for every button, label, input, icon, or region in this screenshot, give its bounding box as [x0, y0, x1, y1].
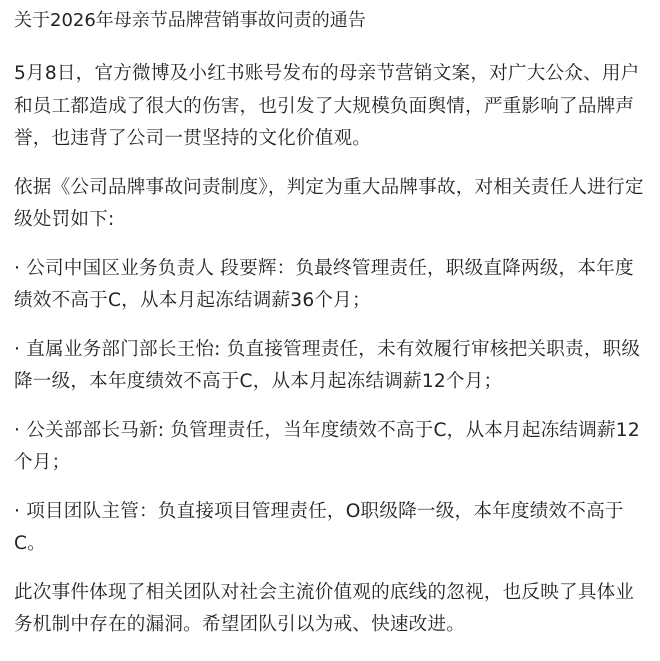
document-title: 关于2026年母亲节品牌营销事故问责的通告 — [14, 10, 366, 31]
penalty-item-china-head: · 公司中国区业务负责人 段要辉：负最终管理责任，职级直降两级，本年度绩效不高于C，从本月起冻结调薪36个月； — [14, 257, 634, 311]
closing-paragraph: 此次事件体现了相关团队对社会主流价值观的底线的忽视，也反映了具体业务机制中存在的漏洞。希望团队引以为戒、快速改进。 — [14, 581, 635, 635]
penalty-basis-paragraph: 依据《公司品牌事故问责制度》，判定为重大品牌事故，对相关责任人进行定级处罚如下: — [14, 176, 644, 230]
incident-description-paragraph: 5月8日，官方微博及小红书账号发布的母亲节营销文案，对广大公众、用户和员工都造成了很大的伤害，也引发了大规模负面舆情，严重影响了品牌声誉，也违背了公司一贯坚持的文化价值观。 — [14, 63, 640, 149]
penalty-item-project-lead: · 项目团队主管：负直接项目管理责任，O职级降一级，本年度绩效不高于C。 — [14, 500, 624, 554]
penalty-item-department-head: · 直属业务部门部长王怡: 负直接管理责任，未有效履行审核把关职责，职级降一级，本年度绩效不高于C，从本月起冻结调薪12个月； — [14, 338, 641, 392]
penalty-item-pr-head: · 公关部部长马新: 负管理责任，当年度绩效不高于C，从本月起冻结调薪12个月； — [14, 419, 640, 473]
